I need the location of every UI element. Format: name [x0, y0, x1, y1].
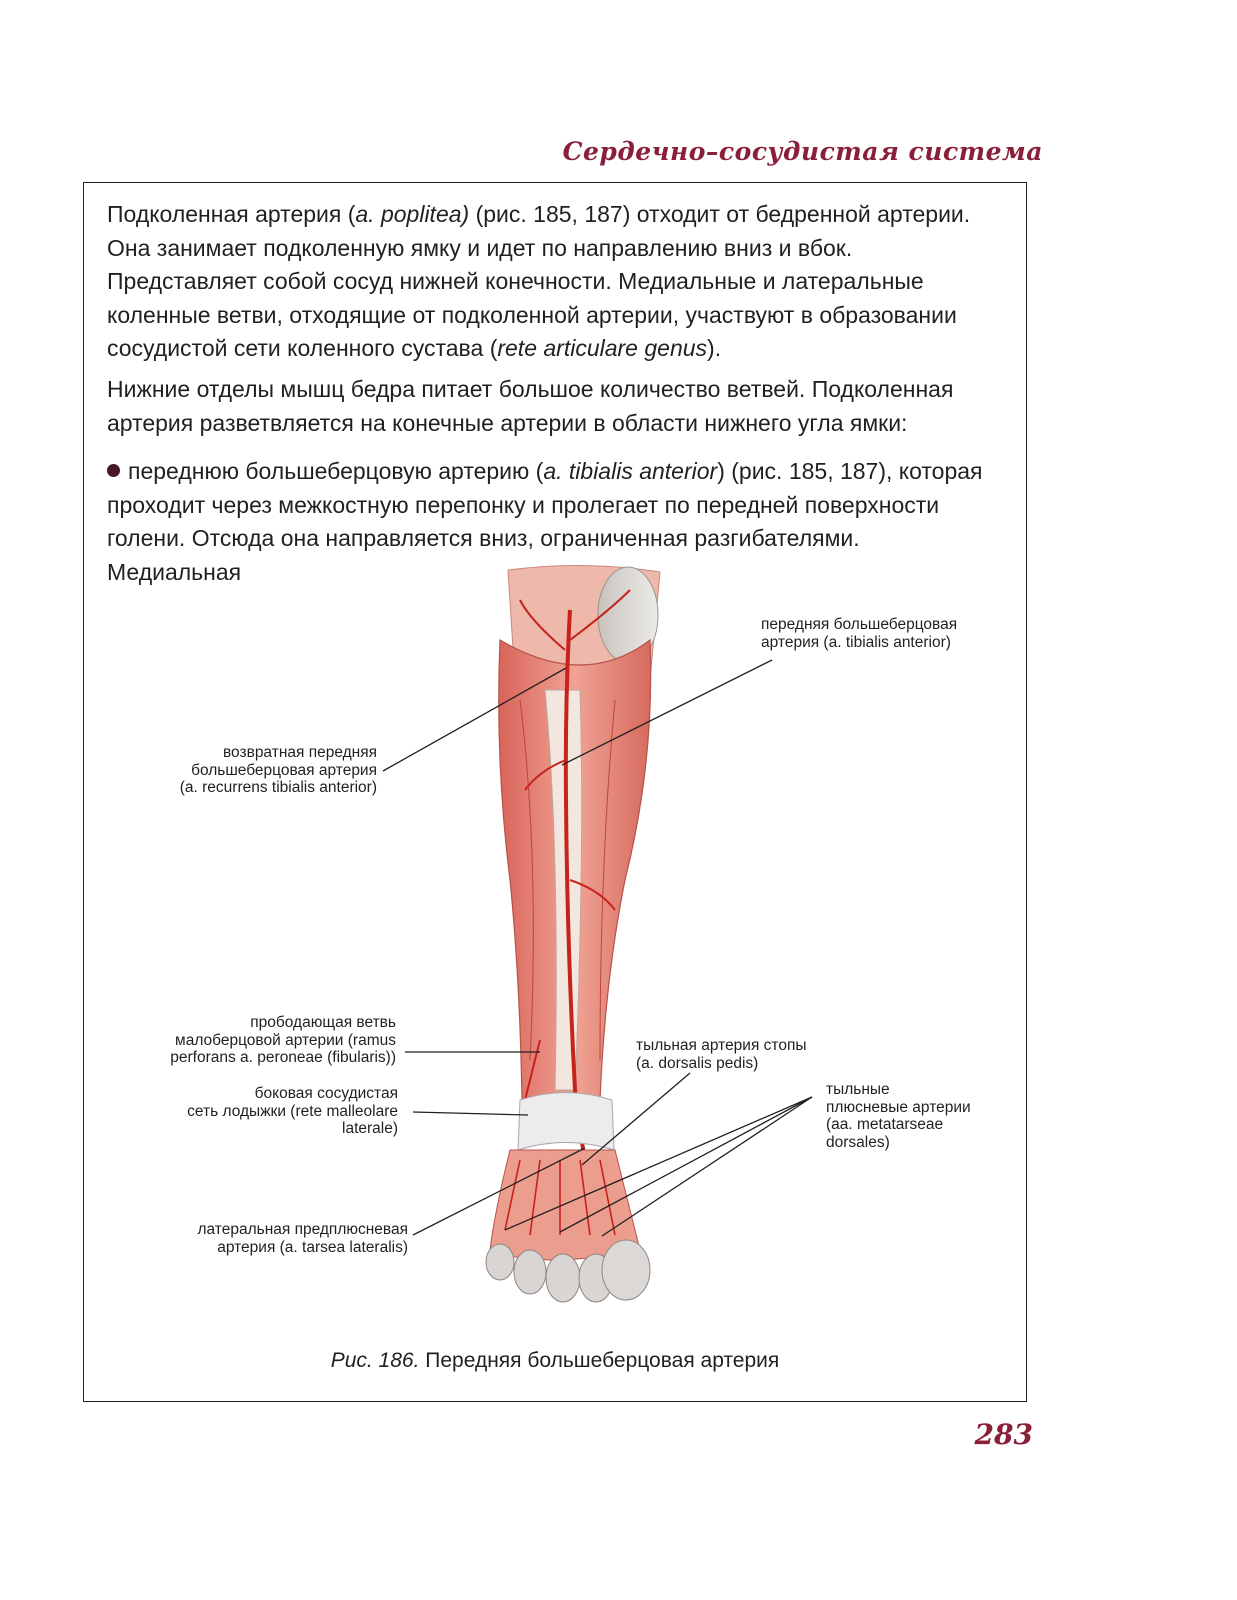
label-recurrens-tibialis: возвратная передняя большеберцовая артерия (a. recurrens tibialis anterior): [179, 744, 377, 796]
label-tibialis-anterior: передняя большеберцовая артерия (a. tibialis anterior): [761, 616, 958, 651]
label-rete-malleolare: боковая сосудистая сеть лодыжки (rete malleolare laterale): [187, 1085, 398, 1137]
label-metatarseae-dorsales: тыльные плюсневые артерии (aa. metatarseae dorsales): [826, 1081, 971, 1151]
page-number: 283: [974, 1418, 1033, 1451]
paragraph-2: Нижние отделы мышц бедра питает большое количество ветвей. Подколенная артерия разветвляется на конечные артерии в области нижнего угла ямки:: [107, 376, 954, 436]
toe-3: [546, 1254, 580, 1302]
toe-4: [514, 1250, 546, 1294]
label-dorsalis-pedis: тыльная артерия стопы (a. dorsalis pedis): [636, 1037, 807, 1072]
paragraph-1: Подколенная артерия (a. poplitea) (рис. 185, 187) отходит от бедренной артерии. Она занимает подколенную ямку и идет по направлению вниз и вбок. Представляет собой сосуд нижней конечности. Медиальные и латеральные коленные ветви, отходящие от подколенной артерии, участвуют в образовании сосудистой сети коленного сустава (rete articulare genus).: [107, 201, 971, 361]
ankle-retinaculum: [518, 1093, 614, 1151]
toe-1: [602, 1240, 650, 1300]
toe-5: [486, 1244, 514, 1280]
label-ramus-perforans: прободающая ветвь малоберцовой артерии (ramus perforans a. peroneae (fibularis)): [170, 1014, 396, 1066]
label-tarsea-lateralis: латеральная предплюсневая артерия (a. tarsea lateralis): [197, 1221, 408, 1256]
paragraph-3-bullet: переднюю большеберцовую артерию (a. tibialis anterior) (рис. 185, 187), которая проходит через межкостную перепонку и пролегает по передней поверхности голени. Отсюда она направляется вниз, ограниченная разгибателями. Медиальная: [107, 458, 983, 585]
running-header: Сердечно–сосудистая система: [562, 137, 1043, 166]
figure-caption: Рис. 186. Передняя большеберцовая артерия: [330, 1349, 780, 1372]
